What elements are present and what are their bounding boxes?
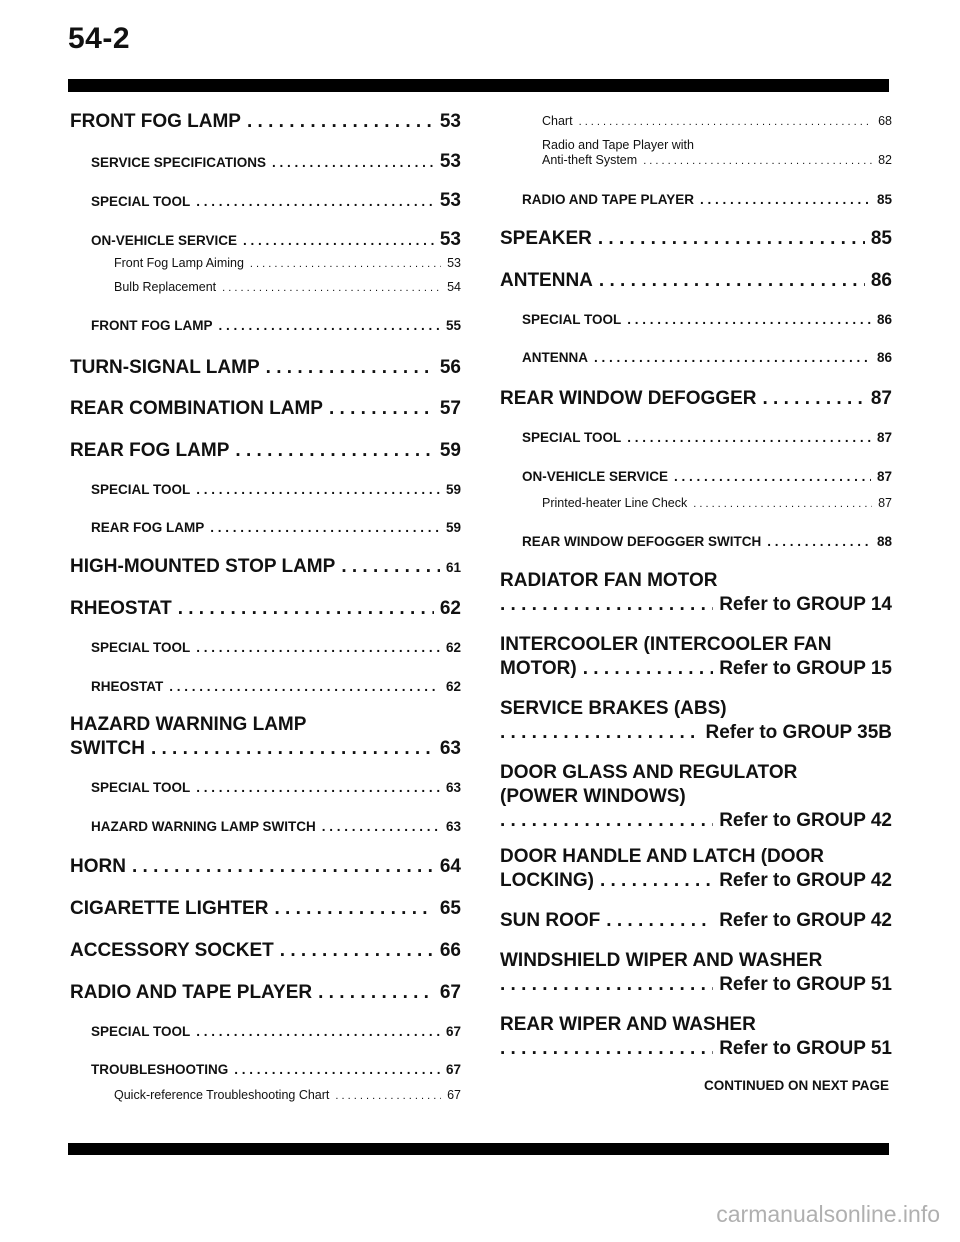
ref-prefix: SUN ROOF — [500, 910, 601, 931]
toc-page: 86 — [876, 312, 892, 327]
toc-label: REAR WINDOW DEFOGGER SWITCH — [522, 534, 762, 549]
toc-label: REAR COMBINATION LAMP — [70, 398, 323, 419]
toc-label: REAR FOG LAMP — [70, 440, 230, 461]
ref-service-brakes[interactable] — [500, 722, 892, 744]
toc-page: 63 — [445, 819, 461, 834]
ref-target: Refer to GROUP 42 — [719, 870, 892, 891]
toc-entry-special-tool[interactable] — [91, 190, 461, 212]
toc-entry-radio-tape-player-sub[interactable] — [522, 192, 892, 207]
toc-page: 67 — [445, 1024, 461, 1039]
toc-page: 53 — [439, 190, 461, 211]
toc-entry-hazard-special-tool[interactable] — [91, 780, 461, 795]
toc-label: ANTENNA — [500, 270, 593, 291]
toc-page: 59 — [439, 440, 461, 461]
toc-page: 63 — [445, 780, 461, 795]
toc-label: TURN-SIGNAL LAMP — [70, 357, 260, 378]
toc-label: SPECIAL TOOL — [522, 312, 622, 327]
toc-label: RHEOSTAT — [70, 598, 172, 619]
toc-label: HIGH-MOUNTED STOP LAMP — [70, 556, 336, 577]
ref-target: Refer to GROUP 35B — [705, 722, 892, 743]
toc-entry-quick-reference-chart[interactable] — [114, 1088, 461, 1102]
toc-page: 67 — [439, 982, 461, 1003]
toc-label: SPECIAL TOOL — [91, 780, 191, 795]
toc-page: 87 — [878, 496, 892, 510]
ref-target: Refer to GROUP 42 — [719, 810, 892, 831]
toc-entry-rear-fog-special-tool[interactable] — [91, 482, 461, 497]
toc-entry-rheostat-sub[interactable] — [91, 679, 461, 694]
toc-page: 56 — [439, 357, 461, 378]
toc-entry-on-vehicle-service[interactable] — [91, 229, 461, 251]
toc-label: SPECIAL TOOL — [91, 482, 191, 497]
toc-entry-radio-anti-theft-line1: Radio and Tape Player with — [542, 138, 694, 152]
toc-entry-chart[interactable] — [542, 114, 892, 128]
toc-label: RADIO AND TAPE PLAYER — [522, 192, 695, 207]
toc-entry-rear-combination-lamp[interactable] — [70, 398, 461, 420]
ref-prefix: LOCKING) — [500, 870, 594, 891]
toc-label: SPECIAL TOOL — [522, 430, 622, 445]
toc-page: 85 — [876, 192, 892, 207]
ref-target: Refer to GROUP 42 — [719, 910, 892, 931]
ref-door-handle-title: DOOR HANDLE AND LATCH (DOOR — [500, 846, 825, 867]
toc-label: Chart — [542, 114, 573, 128]
toc-entry-cigarette-lighter[interactable] — [70, 898, 461, 920]
header-rule — [68, 79, 889, 92]
toc-entry-antenna-special-tool[interactable] — [522, 312, 892, 327]
ref-windshield-wiper-title: WINDSHIELD WIPER AND WASHER — [500, 950, 823, 971]
toc-page: 53 — [439, 229, 461, 250]
ref-target: Refer to GROUP 15 — [719, 658, 892, 679]
ref-service-brakes-title: SERVICE BRAKES (ABS) — [500, 698, 727, 719]
toc-entry-antenna-sub[interactable] — [522, 350, 892, 365]
toc-label: Front Fog Lamp Aiming — [114, 256, 244, 270]
toc-label: FRONT FOG LAMP — [70, 111, 241, 132]
ref-intercooler-title: INTERCOOLER (INTERCOOLER FAN — [500, 634, 832, 655]
toc-entry-hazard-line1: HAZARD WARNING LAMP — [70, 714, 307, 735]
ref-door-glass[interactable] — [500, 810, 892, 832]
toc-entry-rear-window-defogger[interactable] — [500, 388, 892, 410]
toc-label: Quick-reference Troubleshooting Chart — [114, 1088, 330, 1102]
toc-label: ON-VEHICLE SERVICE — [522, 469, 669, 484]
toc-page: 87 — [876, 469, 892, 484]
toc-entry-bulb-replacement[interactable] — [114, 280, 461, 294]
toc-entry-printed-heater-line-check[interactable] — [542, 496, 892, 510]
toc-entry-service-specifications[interactable] — [91, 151, 461, 173]
toc-page: 57 — [439, 398, 461, 419]
toc-entry-defogger-switch[interactable] — [522, 534, 892, 549]
toc-entry-horn[interactable] — [70, 856, 461, 878]
toc-page: 65 — [439, 898, 461, 919]
toc-label: SPEAKER — [500, 228, 592, 249]
toc-entry-front-fog-lamp[interactable] — [70, 111, 461, 133]
toc-page: 53 — [439, 111, 461, 132]
toc-entry-hazard-switch-sub[interactable] — [91, 819, 461, 834]
toc-label: FRONT FOG LAMP — [91, 318, 213, 333]
toc-page: 68 — [878, 114, 892, 128]
toc-entry-antenna[interactable] — [500, 270, 892, 292]
ref-prefix: MOTOR) — [500, 658, 577, 679]
ref-door-glass-title-1: DOOR GLASS AND REGULATOR — [500, 762, 798, 783]
toc-entry-hazard-warning-lamp-switch[interactable] — [70, 738, 461, 760]
toc-page: 88 — [876, 534, 892, 549]
toc-page: 59 — [445, 520, 461, 535]
toc-page: 62 — [439, 598, 461, 619]
ref-radiator-fan[interactable] — [500, 594, 892, 616]
toc-entry-defogger-special-tool[interactable] — [522, 430, 892, 445]
toc-page: 55 — [445, 318, 461, 333]
toc-page: 85 — [870, 228, 892, 249]
toc-page: 86 — [876, 350, 892, 365]
toc-label: CIGARETTE LIGHTER — [70, 898, 269, 919]
toc-page: 63 — [439, 738, 461, 759]
footer-rule — [68, 1143, 889, 1155]
toc-page: 62 — [445, 640, 461, 655]
watermark: carmanualsonline.info — [716, 1201, 940, 1227]
toc-page: 66 — [439, 940, 461, 961]
toc-label: SERVICE SPECIFICATIONS — [91, 155, 267, 170]
ref-target: Refer to GROUP 51 — [719, 974, 892, 995]
toc-page: 53 — [447, 256, 461, 270]
ref-sun-roof[interactable] — [500, 910, 892, 932]
ref-door-glass-title-2: (POWER WINDOWS) — [500, 786, 686, 807]
toc-page: 62 — [445, 679, 461, 694]
toc-label: ANTENNA — [522, 350, 588, 365]
toc-page: 67 — [447, 1088, 461, 1102]
toc-page: 64 — [439, 856, 461, 877]
toc-label: Printed-heater Line Check — [542, 496, 688, 510]
toc-entry-front-fog-lamp-aiming[interactable] — [114, 256, 461, 270]
toc-entry-rheostat-special-tool[interactable] — [91, 640, 461, 655]
toc-entry-rheostat[interactable] — [70, 598, 461, 620]
toc-label: SWITCH — [70, 738, 145, 759]
toc-label: SPECIAL TOOL — [91, 640, 191, 655]
ref-door-handle[interactable] — [500, 870, 892, 892]
toc-page: 87 — [876, 430, 892, 445]
ref-windshield-wiper[interactable] — [500, 974, 892, 996]
toc-entry-accessory-socket[interactable] — [70, 940, 461, 962]
ref-intercooler[interactable] — [500, 658, 892, 680]
toc-page: 86 — [870, 270, 892, 291]
toc-label: SPECIAL TOOL — [91, 1024, 191, 1039]
ref-rear-wiper[interactable] — [500, 1038, 892, 1060]
toc-label: TROUBLESHOOTING — [91, 1062, 229, 1077]
toc-label: ON-VEHICLE SERVICE — [91, 233, 238, 248]
toc-label: HAZARD WARNING LAMP SWITCH — [91, 819, 316, 834]
toc-entry-radio-anti-theft[interactable] — [542, 153, 892, 167]
toc-page: 82 — [878, 153, 892, 167]
toc-entry-high-mounted-stop-lamp[interactable] — [70, 556, 461, 578]
page-number: 54-2 — [68, 22, 131, 55]
ref-rear-wiper-title: REAR WIPER AND WASHER — [500, 1014, 756, 1035]
toc-entry-radio-and-tape-player[interactable] — [70, 982, 461, 1004]
toc-label: Bulb Replacement — [114, 280, 217, 294]
toc-label: REAR WINDOW DEFOGGER — [500, 388, 757, 409]
toc-entry-rear-fog-lamp-sub[interactable] — [91, 520, 461, 535]
ref-target: Refer to GROUP 51 — [719, 1038, 892, 1059]
continued-notice: CONTINUED ON NEXT PAGE — [703, 1078, 889, 1093]
toc-entry-rear-fog-lamp[interactable] — [70, 440, 461, 462]
toc-entry-front-fog-lamp-sub[interactable] — [91, 318, 461, 333]
toc-entry-speaker[interactable] — [500, 228, 892, 250]
toc-page: 59 — [445, 482, 461, 497]
toc-entry-turn-signal-lamp[interactable] — [70, 357, 461, 379]
toc-entry-defogger-on-vehicle-service[interactable] — [522, 469, 892, 484]
toc-label: ACCESSORY SOCKET — [70, 940, 274, 961]
toc-label: Anti-theft System — [542, 153, 638, 167]
toc-page: 87 — [870, 388, 892, 409]
toc-label: RADIO AND TAPE PLAYER — [70, 982, 313, 1003]
toc-label: REAR FOG LAMP — [91, 520, 205, 535]
toc-entry-troubleshooting[interactable] — [91, 1062, 461, 1077]
toc-label: SPECIAL TOOL — [91, 194, 191, 209]
toc-page: 67 — [445, 1062, 461, 1077]
toc-page: 54 — [447, 280, 461, 294]
toc-entry-radio-special-tool[interactable] — [91, 1024, 461, 1039]
ref-radiator-fan-title: RADIATOR FAN MOTOR — [500, 570, 718, 591]
toc-label: RHEOSTAT — [91, 679, 164, 694]
toc-page: 61 — [445, 560, 461, 575]
toc-label: HORN — [70, 856, 126, 877]
ref-target: Refer to GROUP 14 — [719, 594, 892, 615]
toc-page: 53 — [439, 151, 461, 172]
